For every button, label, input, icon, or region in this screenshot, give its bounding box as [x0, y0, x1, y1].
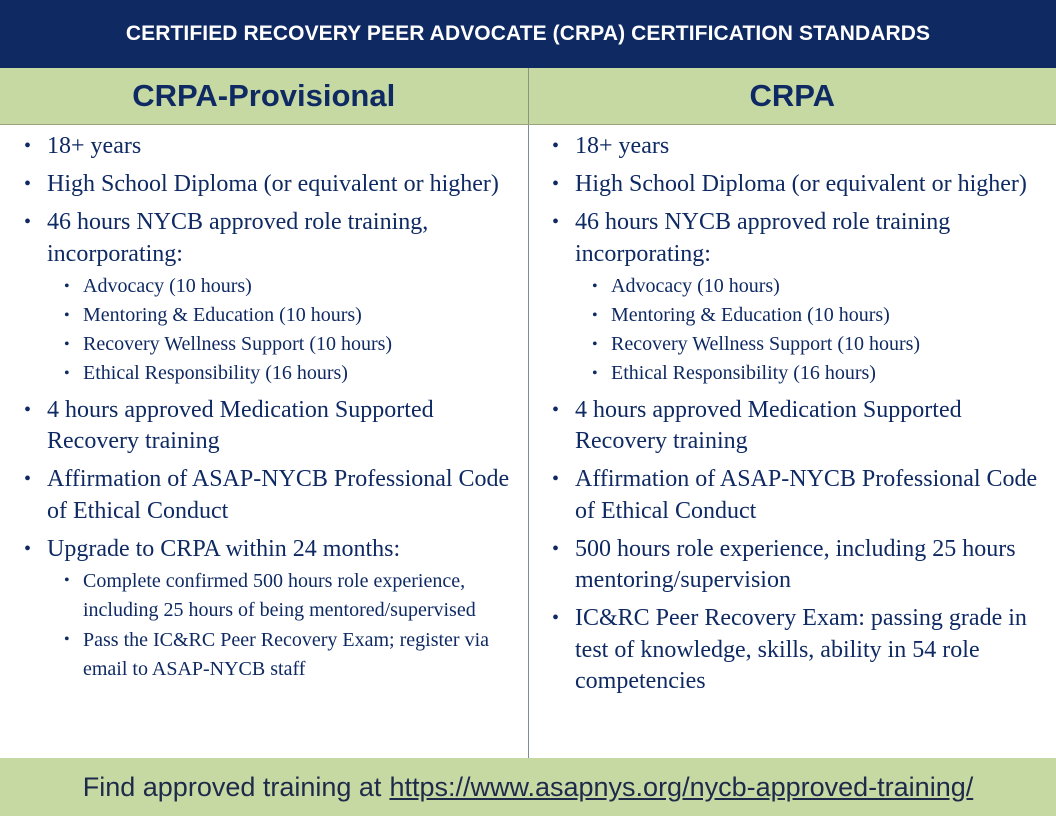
- list-item-text: Upgrade to CRPA within 24 months:: [47, 535, 401, 562]
- requirements-list: [528, 131, 1056, 698]
- sub-list-item: • Advocacy (10 hours): [611, 272, 1042, 301]
- list-item: [47, 534, 514, 684]
- footer-bar: [0, 758, 1056, 816]
- page-title: CERTIFIED RECOVERY PEER ADVOCATE (CRPA) CERTIFICATION STANDARDS: [125, 22, 931, 45]
- list-item-text: Affirmation of ASAP-NYCB Professional Code of Ethical Conduct: [575, 466, 1038, 524]
- list-item: [575, 169, 1042, 201]
- column-crpa-provisional: [0, 131, 528, 758]
- list-item: [47, 131, 514, 163]
- list-item-text: 500 hours role experience, including 25 hours mentoring/supervision: [575, 535, 1016, 593]
- list-item: [575, 534, 1042, 597]
- column-crpa: [528, 131, 1056, 758]
- sub-list-item: • Recovery Wellness Support (10 hours): [611, 330, 1042, 359]
- list-item-text: Affirmation of ASAP-NYCB Professional Code of Ethical Conduct: [47, 466, 510, 524]
- list-item-text: 4 hours approved Medication Supported Recovery training: [47, 396, 434, 454]
- list-item: [575, 603, 1042, 698]
- sub-list-item: • Pass the IC&RC Peer Recovery Exam; register via email to ASAP-NYCB staff: [83, 626, 514, 683]
- sub-list-item: • Mentoring & Education (10 hours): [83, 301, 514, 330]
- list-item: [575, 395, 1042, 458]
- list-item-text: 46 hours NYCB approved role training, incorporating:: [47, 209, 429, 267]
- footer-prefix: Find approved training at: [82, 771, 382, 802]
- list-item-text: 18+ years: [47, 133, 142, 159]
- list-item-text: 4 hours approved Medication Supported Recovery training: [575, 396, 962, 454]
- sub-list-item: • Ethical Responsibility (16 hours): [83, 359, 514, 388]
- list-item: [47, 395, 514, 458]
- list-item: [575, 131, 1042, 163]
- sub-list-item: • Complete confirmed 500 hours role experience, including 25 hours of being mentored/supervised: [83, 567, 514, 624]
- sub-list: [47, 567, 514, 683]
- column-header-row: [0, 68, 1056, 125]
- sub-list: [575, 272, 1042, 388]
- list-item-text: IC&RC Peer Recovery Exam: passing grade in test of knowledge, skills, ability in 54 role competencies: [575, 605, 1027, 694]
- list-item-text: High School Diploma (or equivalent or higher): [575, 171, 1027, 197]
- list-item: [575, 207, 1042, 388]
- requirements-list: [0, 131, 528, 683]
- sub-list-item: • Recovery Wellness Support (10 hours): [83, 330, 514, 359]
- title-bar: [0, 0, 1056, 68]
- list-item: [47, 169, 514, 201]
- sub-list: [47, 272, 514, 388]
- list-item: [47, 464, 514, 527]
- list-item-text: 46 hours NYCB approved role training incorporating:: [575, 209, 951, 267]
- sub-list-item: • Advocacy (10 hours): [83, 272, 514, 301]
- column-heading-crpa-provisional: CRPA-Provisional: [0, 68, 529, 124]
- sub-list-item: • Ethical Responsibility (16 hours): [611, 359, 1042, 388]
- list-item: [575, 464, 1042, 527]
- list-item-text: High School Diploma (or equivalent or higher): [47, 171, 499, 197]
- list-item: [47, 207, 514, 388]
- column-heading-crpa: CRPA: [749, 78, 836, 113]
- list-item-text: 18+ years: [575, 133, 670, 159]
- sub-list-item: • Mentoring & Education (10 hours): [611, 301, 1042, 330]
- approved-training-link[interactable]: https://www.asapnys.org/nycb-approved-training/: [389, 771, 974, 802]
